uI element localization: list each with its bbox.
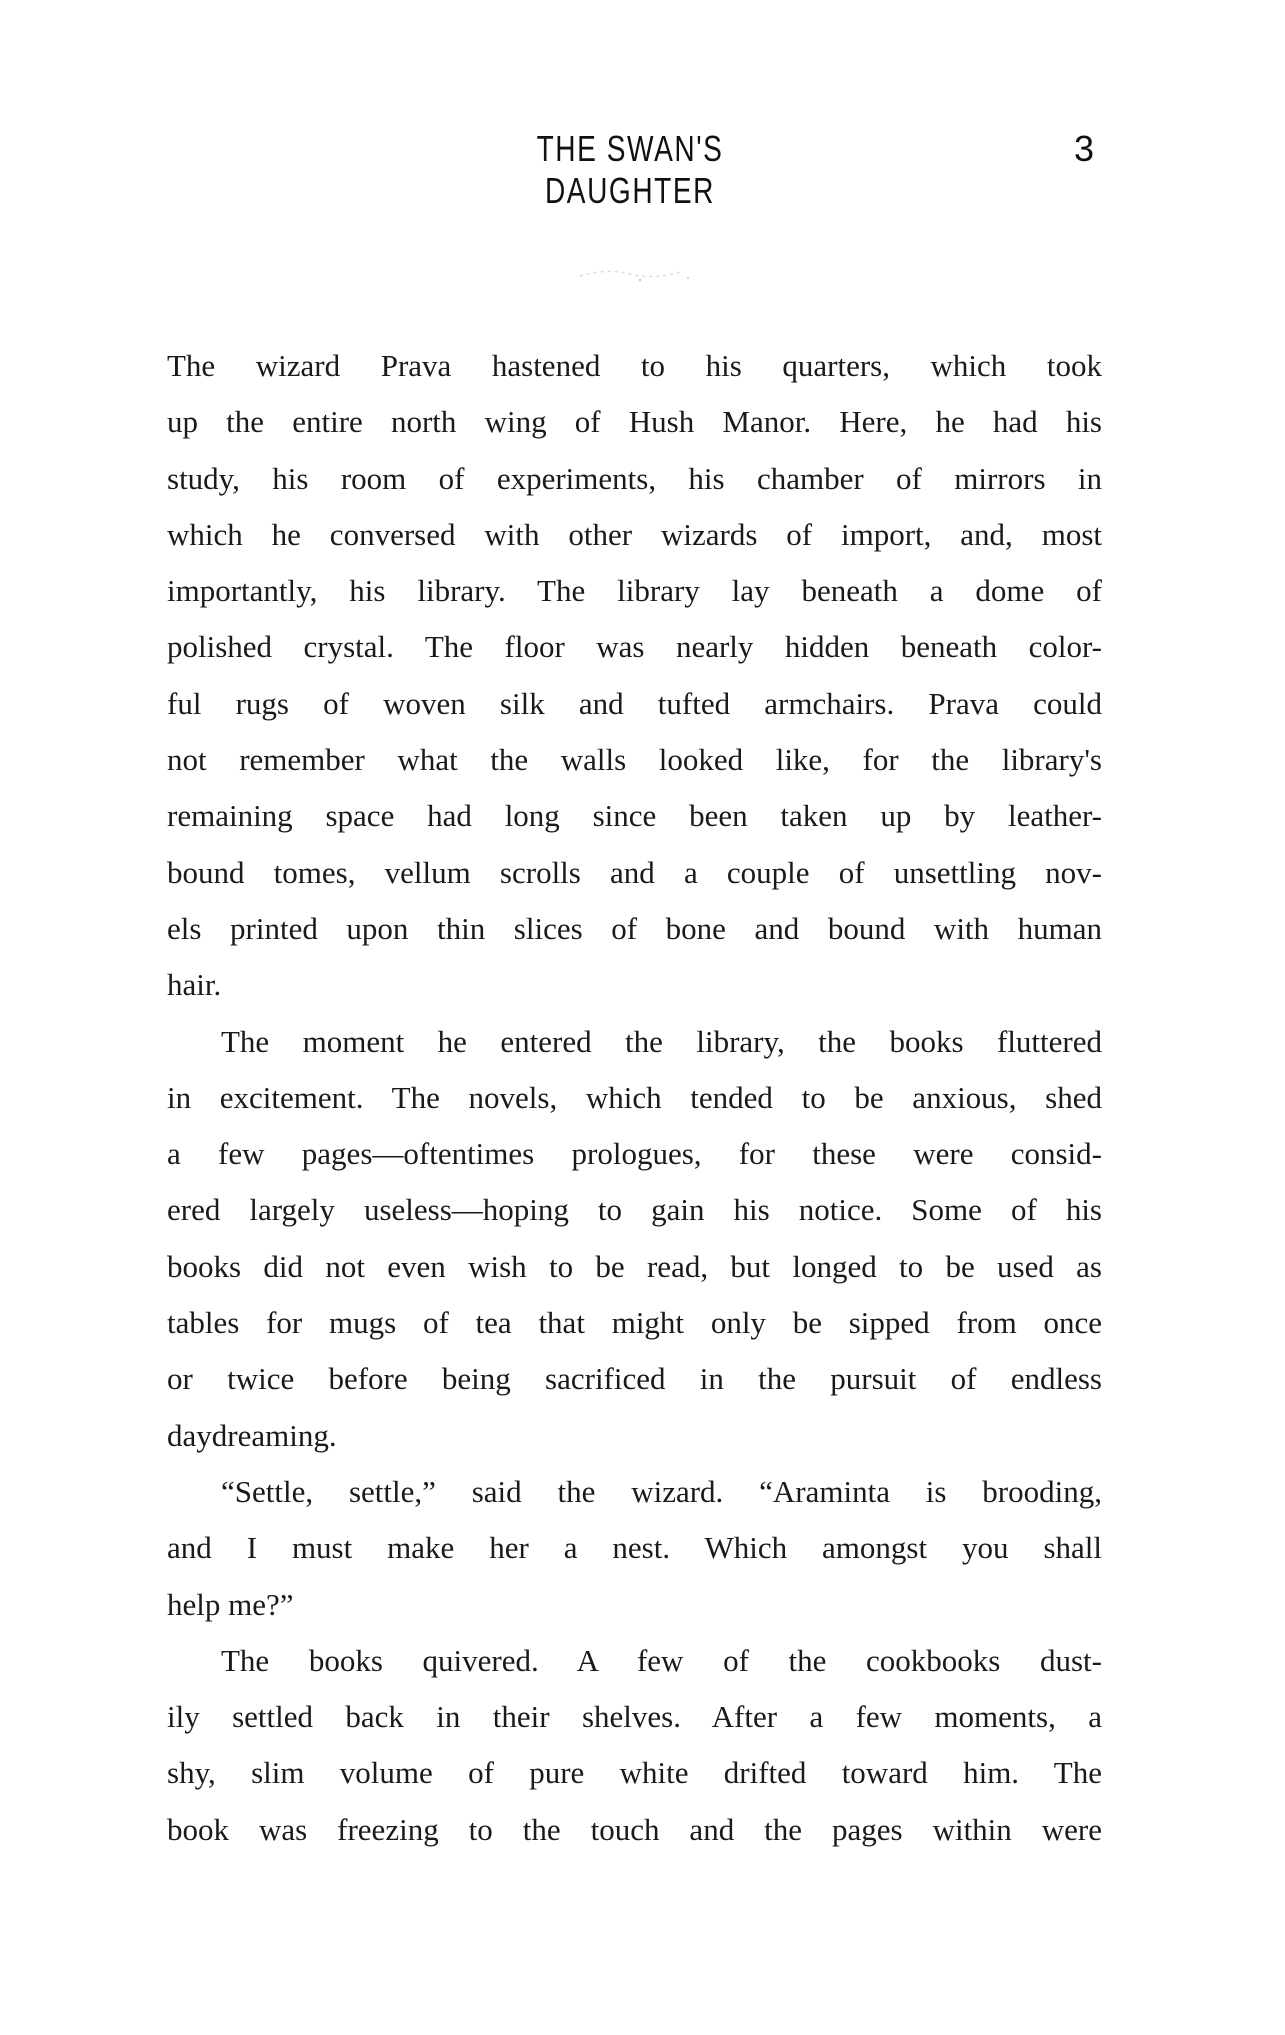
text-line: up the entire north wing of Hush Manor. Here, he had his (167, 404, 1102, 440)
text-line: shy, slim volume of pure white drifted toward him. The (167, 1755, 1102, 1791)
text-line: bound tomes, vellum scrolls and a couple of unsettling nov- (167, 854, 1102, 890)
text-line: els printed upon thin slices of bone and bound with human (167, 910, 1102, 946)
running-title: THE SWAN'S DAUGHTER (536, 128, 724, 211)
text-line: book was freezing to the touch and the pages within were (167, 1811, 1102, 1847)
text-line: study, his room of experiments, his chamber of mirrors in (167, 460, 1102, 496)
text-line: remaining space had long since been taken up by leather- (167, 798, 1102, 834)
text-line: ered largely useless—hoping to gain his notice. Some of his (167, 1192, 1102, 1228)
text-line: and I must make her a nest. Which amongst you shall (167, 1530, 1102, 1566)
text-line: importantly, his library. The library lay beneath a dome of (167, 573, 1102, 609)
text-line: tables for mugs of tea that might only be sipped from once (167, 1305, 1102, 1341)
text-line: daydreaming. (167, 1417, 337, 1453)
text-line: help me?” (167, 1586, 294, 1622)
text-line: The wizard Prava hastened to his quarters, which took (167, 348, 1102, 383)
text-line: hair. (167, 967, 222, 1003)
text-line: in excitement. The novels, which tended to be anxious, shed (167, 1079, 1102, 1115)
text-line: which he conversed with other wizards of import, and, most (167, 516, 1102, 552)
text-line: polished crystal. The floor was nearly hidden beneath color- (167, 629, 1102, 665)
text-line: books did not even wish to be read, but longed to be used as (167, 1248, 1102, 1284)
text-line: ful rugs of woven silk and tufted armchairs. Prava could (167, 685, 1102, 721)
text-line: The moment he entered the library, the books fluttered (221, 1023, 1102, 1059)
text-line: a few pages—oftentimes prologues, for these were consid- (167, 1136, 1102, 1172)
page-header (0, 128, 1285, 211)
text-line: The books quivered. A few of the cookbooks dust- (221, 1642, 1102, 1678)
text-line: not remember what the walls looked like, for the library's (167, 742, 1102, 778)
section-break-ornament-icon (560, 262, 710, 292)
text-line: ily settled back in their shelves. After a few moments, a (167, 1699, 1102, 1735)
body-text (167, 338, 1102, 1858)
text-line: or twice before being sacrificed in the pursuit of endless (167, 1361, 1102, 1397)
page-number: 3 (1074, 128, 1095, 169)
text-line: “Settle, settle,” said the wizard. “Araminta is brooding, (221, 1473, 1102, 1509)
